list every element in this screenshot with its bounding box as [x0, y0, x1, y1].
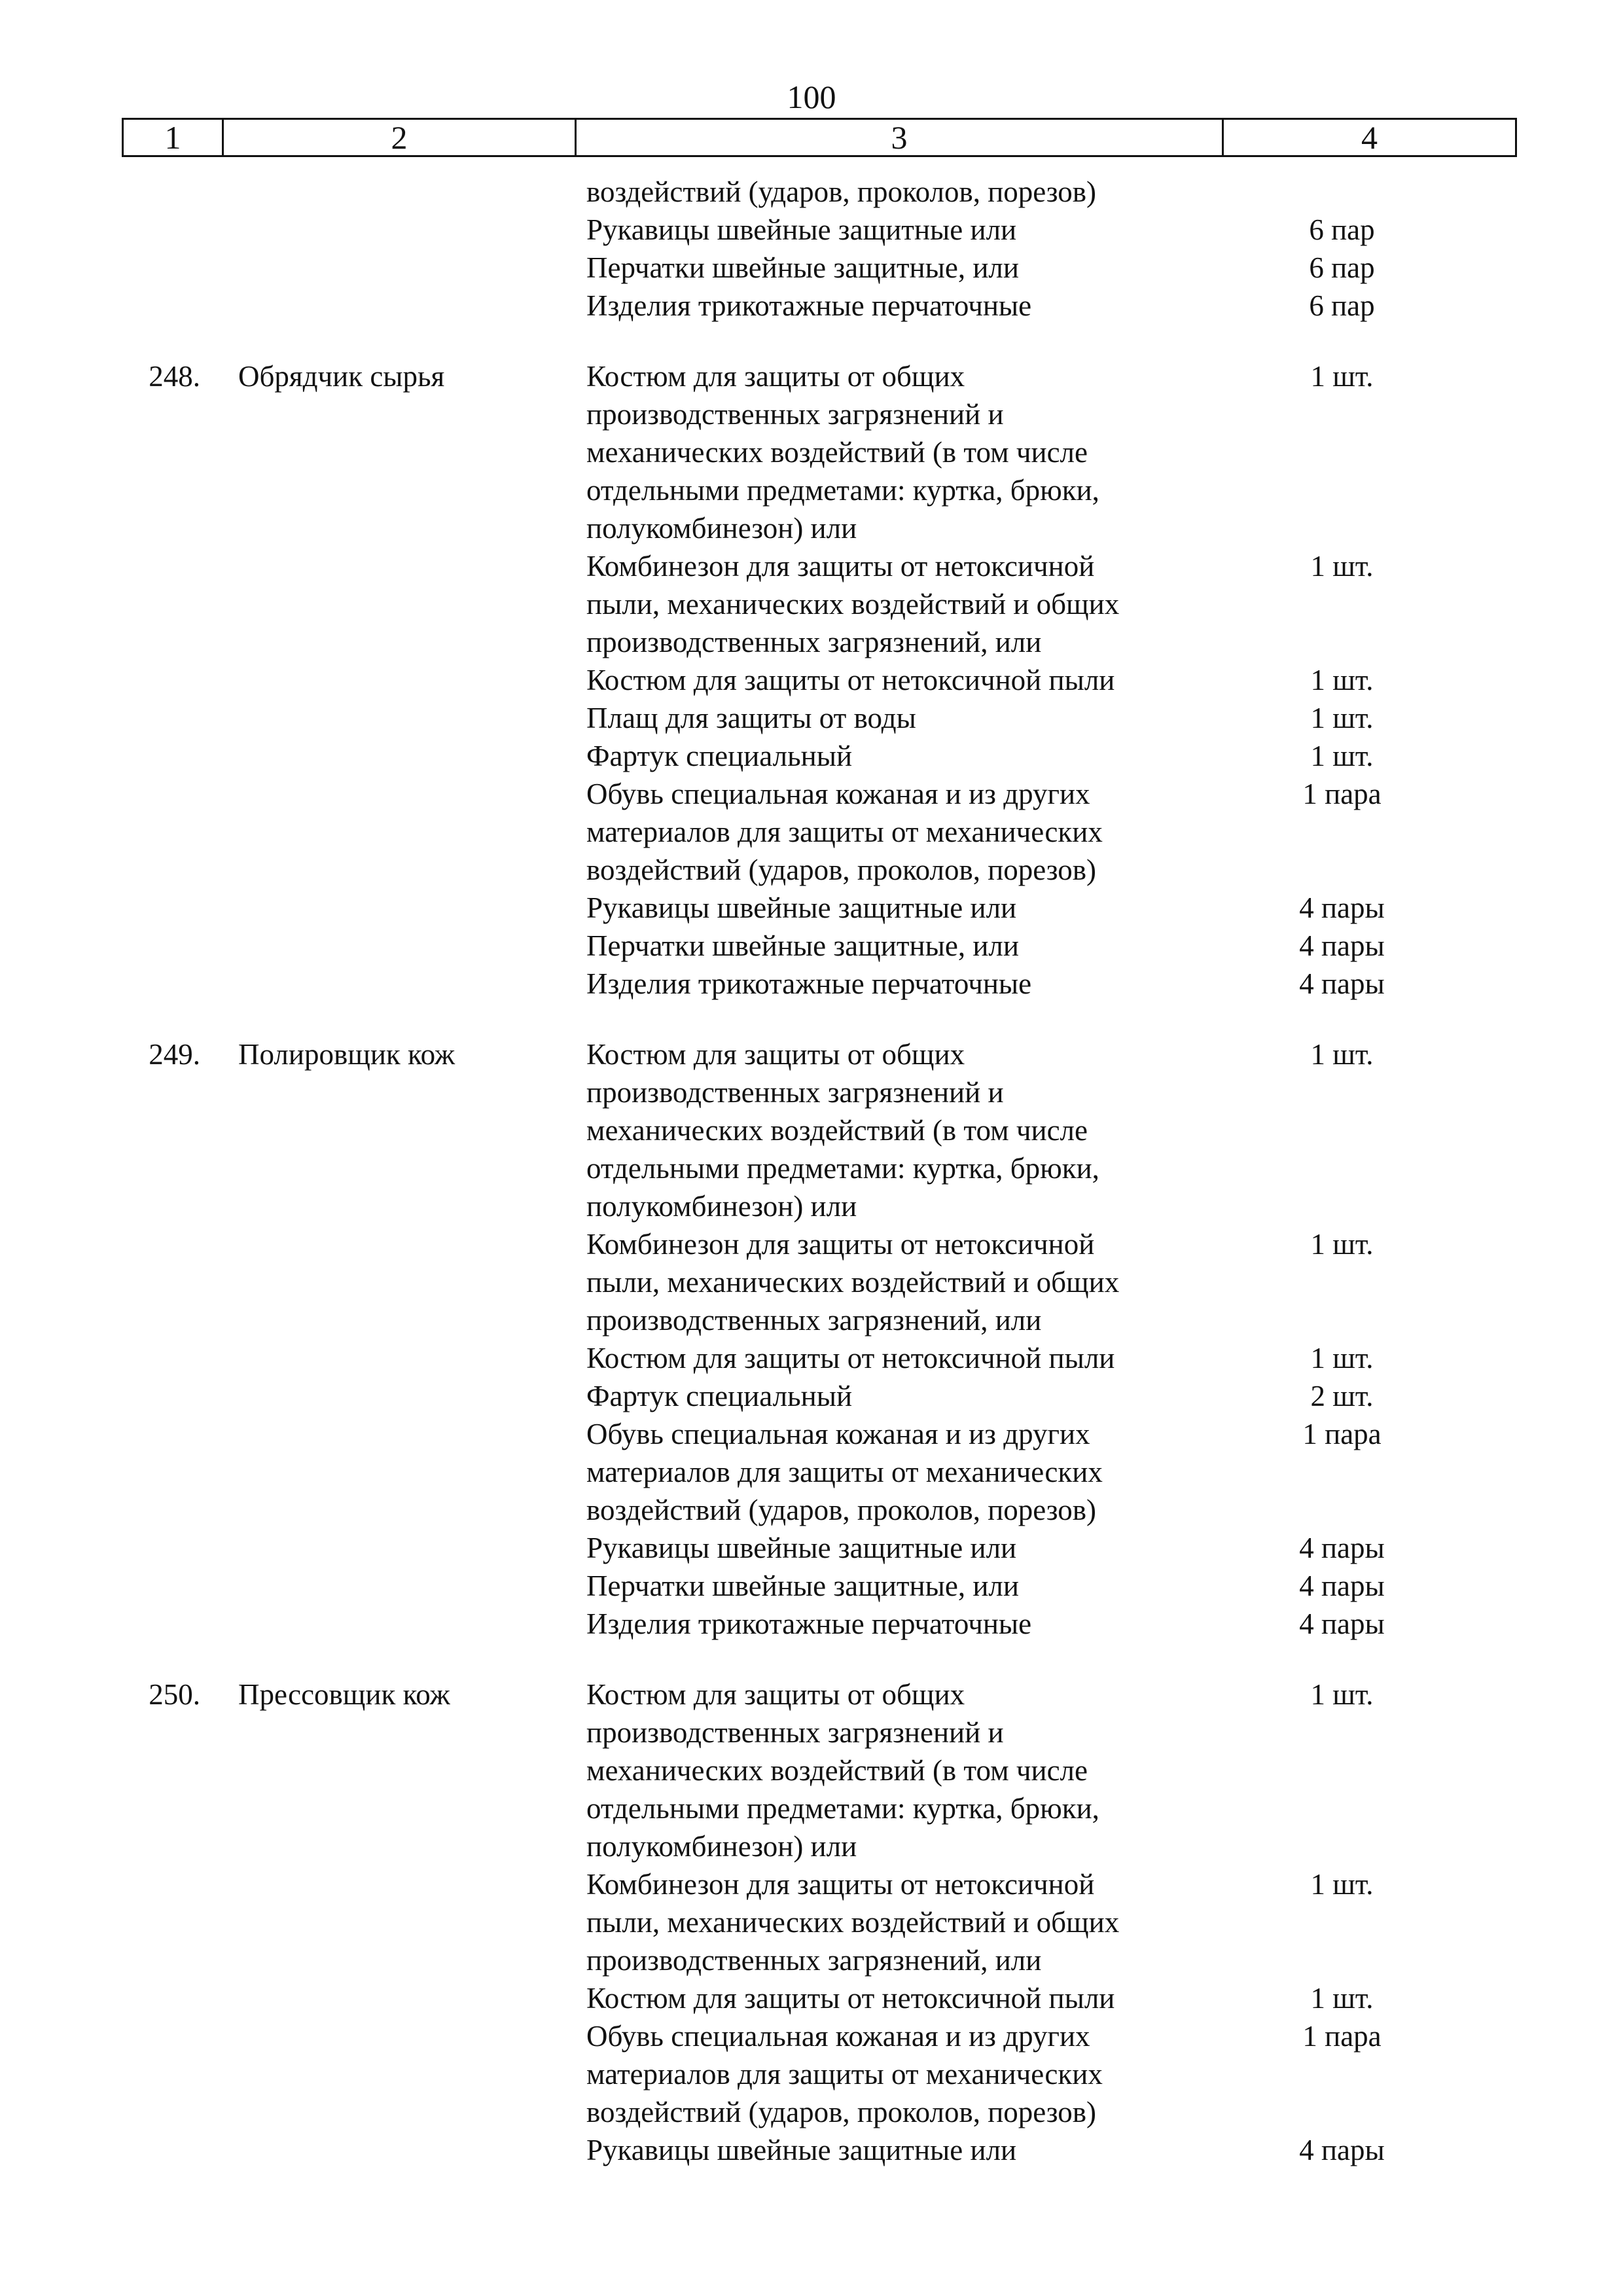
equipment-name: Фартук специальный — [586, 740, 853, 772]
equipment-name: Комбинезон для защиты от нетоксичной — [586, 1228, 1095, 1261]
entry-number — [122, 1751, 220, 1789]
profession-name — [220, 851, 571, 889]
entry-number — [122, 851, 220, 889]
profession-name — [220, 1377, 571, 1415]
table-row — [122, 1676, 1507, 1713]
protective-equipment-table — [122, 173, 1507, 2169]
equipment-name: Костюм для защиты от нетоксичной пыли — [586, 664, 1115, 696]
equipment-name: Рукавицы швейные защитные или — [586, 891, 1017, 924]
table-row — [122, 1111, 1507, 1149]
equipment-quantity — [1216, 1491, 1507, 1529]
table-row — [122, 1377, 1507, 1415]
table-row — [122, 1979, 1507, 2017]
table-row — [122, 889, 1507, 927]
equipment-name: полукомбинезон) или — [586, 512, 857, 545]
equipment-name: материалов для защиты от механических — [586, 2058, 1103, 2090]
equipment-name: материалов для защиты от механических — [586, 1456, 1103, 1488]
table-row — [122, 813, 1507, 851]
entry-number — [122, 813, 220, 851]
profession-name — [220, 287, 571, 325]
profession-name — [220, 1567, 571, 1605]
profession-name — [220, 1111, 571, 1149]
entry-number — [122, 1377, 220, 1415]
equipment-quantity: 6 пар — [1309, 213, 1375, 246]
profession-name — [220, 1149, 571, 1187]
equipment-quantity: 6 пар — [1309, 289, 1375, 322]
equipment-quantity: 1 пара — [1302, 2020, 1382, 2053]
table-row — [122, 1035, 1507, 1073]
equipment-name: отдельными предметами: куртка, брюки, — [586, 1152, 1099, 1185]
table-row — [122, 851, 1507, 889]
table-row — [122, 471, 1507, 509]
equipment-quantity: 2 шт. — [1310, 1380, 1374, 1412]
equipment-name: Перчатки швейные защитные, или — [586, 1570, 1019, 1602]
equipment-name: Обувь специальная кожаная и из других — [586, 2020, 1090, 2053]
profession-name: Полировщик кож — [238, 1038, 455, 1071]
profession-name — [220, 737, 571, 775]
equipment-quantity: 1 шт. — [1310, 1342, 1374, 1374]
equipment-quantity: 1 пара — [1302, 778, 1382, 810]
profession-name — [220, 1415, 571, 1453]
entry-number — [122, 927, 220, 965]
table-row — [122, 965, 1507, 1003]
equipment-name: Перчатки швейные защитные, или — [586, 251, 1019, 284]
entry-number — [122, 287, 220, 325]
table-row — [122, 2131, 1507, 2169]
equipment-quantity: 4 пары — [1299, 1532, 1385, 1564]
equipment-name: материалов для защиты от механических — [586, 816, 1103, 848]
table-row — [122, 775, 1507, 813]
entry-number — [122, 1713, 220, 1751]
profession-name — [220, 1865, 571, 1903]
equipment-name: Костюм для защиты от нетоксичной пыли — [586, 1342, 1115, 1374]
table-body — [122, 173, 1507, 2169]
column-header-2: 2 — [223, 119, 576, 156]
entry-number — [122, 1111, 220, 1149]
continuation-row — [122, 287, 1507, 325]
equipment-name: пыли, механических воздействий и общих — [586, 1266, 1120, 1299]
equipment-name: Комбинезон для защиты от нетоксичной — [586, 550, 1095, 583]
spacer-cell — [571, 1003, 1216, 1035]
equipment-name: производственных загрязнений и — [586, 1716, 1004, 1749]
equipment-quantity: 6 пар — [1309, 251, 1375, 284]
equipment-name: Комбинезон для защиты от нетоксичной — [586, 1868, 1095, 1901]
spacer-cell — [1216, 1003, 1507, 1035]
continuation-row — [122, 211, 1507, 249]
entry-number — [122, 1301, 220, 1339]
equipment-name: Изделия трикотажные перчаточные — [586, 1607, 1032, 1640]
equipment-name: полукомбинезон) или — [586, 1190, 857, 1223]
equipment-name: Рукавицы швейные защитные или — [586, 2134, 1017, 2166]
profession-name — [220, 2093, 571, 2131]
equipment-name: отдельными предметами: куртка, брюки, — [586, 474, 1099, 507]
profession-name — [220, 509, 571, 547]
equipment-name: Плащ для защиты от воды — [586, 702, 916, 734]
profession-name — [220, 395, 571, 433]
profession-name — [220, 1073, 571, 1111]
equipment-quantity: 1 шт. — [1310, 1678, 1374, 1711]
entry-number: 249. — [149, 1038, 200, 1071]
profession-name — [220, 1979, 571, 2017]
equipment-name: Перчатки швейные защитные, или — [586, 929, 1019, 962]
equipment-quantity: 4 пары — [1299, 2134, 1385, 2166]
table-row — [122, 547, 1507, 585]
equipment-quantity: 1 шт. — [1310, 740, 1374, 772]
equipment-name: отдельными предметами: куртка, брюки, — [586, 1792, 1099, 1825]
column-header-4: 4 — [1223, 119, 1516, 156]
profession-name — [220, 1491, 571, 1529]
table-row — [122, 2093, 1507, 2131]
table-row — [122, 1073, 1507, 1111]
equipment-quantity: 1 шт. — [1310, 360, 1374, 393]
equipment-name: механических воздействий (в том числе — [586, 1114, 1088, 1147]
equipment-quantity: 1 шт. — [1310, 1868, 1374, 1901]
equipment-quantity — [1216, 1073, 1507, 1111]
profession-name — [220, 1187, 571, 1225]
equipment-name: Обувь специальная кожаная и из других — [586, 1418, 1090, 1450]
entry-number — [122, 737, 220, 775]
table-row — [122, 1529, 1507, 1567]
equipment-name: производственных загрязнений и — [586, 398, 1004, 431]
table-row — [122, 1415, 1507, 1453]
equipment-name: производственных загрязнений и — [586, 1076, 1004, 1109]
column-header-row — [123, 119, 1516, 156]
spacer-cell — [571, 325, 1216, 357]
table-row — [122, 1187, 1507, 1225]
equipment-name: производственных загрязнений, или — [586, 1304, 1042, 1336]
equipment-quantity — [1216, 395, 1507, 433]
table-row — [122, 737, 1507, 775]
entry-number — [122, 471, 220, 509]
equipment-quantity — [1216, 1789, 1507, 1827]
entry-number — [122, 1263, 220, 1301]
entry-number — [122, 1073, 220, 1111]
profession-name — [220, 1605, 571, 1643]
entry-number — [122, 2055, 220, 2093]
profession-name — [220, 661, 571, 699]
entry-number — [122, 1789, 220, 1827]
entry-number — [122, 1453, 220, 1491]
spacer-cell — [1216, 1643, 1507, 1676]
equipment-name: пыли, механических воздействий и общих — [586, 1906, 1120, 1939]
equipment-quantity — [1216, 623, 1507, 661]
entry-number — [122, 1529, 220, 1567]
profession-name — [220, 1529, 571, 1567]
equipment-quantity — [1216, 851, 1507, 889]
entry-number — [122, 509, 220, 547]
entry-number — [122, 547, 220, 585]
profession-name — [220, 2131, 571, 2169]
profession-name — [220, 547, 571, 585]
entry-number — [122, 1903, 220, 1941]
equipment-name: Рукавицы швейные защитные или — [586, 213, 1017, 246]
entry-number — [122, 1865, 220, 1903]
profession-name — [220, 585, 571, 623]
equipment-quantity — [1216, 1453, 1507, 1491]
table-row — [122, 927, 1507, 965]
equipment-quantity — [1216, 1827, 1507, 1865]
profession-name — [220, 1713, 571, 1751]
entry-number — [122, 585, 220, 623]
equipment-quantity — [1216, 471, 1507, 509]
profession-name — [220, 1301, 571, 1339]
equipment-name: механических воздействий (в том числе — [586, 436, 1088, 469]
spacer-cell — [220, 325, 571, 357]
entry-number — [122, 775, 220, 813]
table-row — [122, 1453, 1507, 1491]
equipment-name: воздействий (ударов, проколов, порезов) — [586, 1494, 1097, 1526]
equipment-quantity — [1216, 813, 1507, 851]
equipment-quantity: 1 шт. — [1310, 1982, 1374, 2015]
spacer-cell — [122, 325, 220, 357]
table-row — [122, 1903, 1507, 1941]
table-row — [122, 509, 1507, 547]
equipment-quantity — [1216, 1263, 1507, 1301]
profession-name — [220, 623, 571, 661]
equipment-quantity: 1 пара — [1302, 1418, 1382, 1450]
equipment-quantity — [1216, 585, 1507, 623]
entry-number — [122, 1149, 220, 1187]
equipment-name: Обувь специальная кожаная и из других — [586, 778, 1090, 810]
entry-number — [122, 395, 220, 433]
equipment-quantity — [1216, 1713, 1507, 1751]
equipment-quantity: 1 шт. — [1310, 702, 1374, 734]
equipment-name: воздействий (ударов, проколов, порезов) — [586, 175, 1097, 208]
spacer-cell — [122, 1643, 220, 1676]
equipment-quantity — [1216, 433, 1507, 471]
equipment-quantity — [1216, 1111, 1507, 1149]
table-row — [122, 1713, 1507, 1751]
entry-number — [122, 1567, 220, 1605]
entry-number: 248. — [149, 360, 200, 393]
equipment-name: Костюм для защиты от общих — [586, 1038, 965, 1071]
spacer-cell — [571, 1643, 1216, 1676]
table-row — [122, 357, 1507, 395]
entry-number — [122, 173, 220, 211]
entry-number — [122, 2131, 220, 2169]
table-row — [122, 395, 1507, 433]
entry-spacer — [122, 1643, 1507, 1676]
profession-name: Прессовщик кож — [238, 1678, 450, 1711]
profession-name — [220, 813, 571, 851]
entry-number — [122, 1491, 220, 1529]
equipment-name: Фартук специальный — [586, 1380, 853, 1412]
profession-name: Обрядчик сырья — [238, 360, 445, 393]
table-row — [122, 1339, 1507, 1377]
continuation-row — [122, 249, 1507, 287]
profession-name — [220, 775, 571, 813]
entry-number — [122, 1339, 220, 1377]
equipment-quantity: 1 шт. — [1310, 1228, 1374, 1261]
equipment-quantity — [1216, 173, 1507, 211]
equipment-quantity: 1 шт. — [1310, 664, 1374, 696]
equipment-quantity: 1 шт. — [1310, 1038, 1374, 1071]
equipment-name: Костюм для защиты от общих — [586, 360, 965, 393]
table-row — [122, 2055, 1507, 2093]
equipment-quantity: 4 пары — [1299, 1607, 1385, 1640]
entry-number — [122, 661, 220, 699]
equipment-quantity — [1216, 1751, 1507, 1789]
table-row — [122, 1301, 1507, 1339]
equipment-quantity — [1216, 2055, 1507, 2093]
table-row — [122, 1865, 1507, 1903]
table-row — [122, 1941, 1507, 1979]
entry-number — [122, 1827, 220, 1865]
equipment-name: воздействий (ударов, проколов, порезов) — [586, 2096, 1097, 2128]
equipment-name: производственных загрязнений, или — [586, 1944, 1042, 1977]
profession-name — [220, 471, 571, 509]
table-row — [122, 1149, 1507, 1187]
profession-name — [220, 927, 571, 965]
entry-number: 250. — [149, 1678, 200, 1711]
column-header-table — [122, 118, 1517, 157]
entry-number — [122, 699, 220, 737]
equipment-name: механических воздействий (в том числе — [586, 1754, 1088, 1787]
profession-name — [220, 1751, 571, 1789]
entry-spacer — [122, 325, 1507, 357]
equipment-quantity — [1216, 1187, 1507, 1225]
equipment-quantity — [1216, 1149, 1507, 1187]
profession-name — [220, 211, 571, 249]
equipment-quantity: 1 шт. — [1310, 550, 1374, 583]
column-header-3: 3 — [576, 119, 1223, 156]
table-row — [122, 1789, 1507, 1827]
equipment-name: воздействий (ударов, проколов, порезов) — [586, 853, 1097, 886]
profession-name — [220, 1941, 571, 1979]
profession-name — [220, 433, 571, 471]
equipment-name: Рукавицы швейные защитные или — [586, 1532, 1017, 1564]
continuation-row — [122, 173, 1507, 211]
entry-number — [122, 965, 220, 1003]
spacer-cell — [220, 1003, 571, 1035]
profession-name — [220, 173, 571, 211]
entry-number — [122, 1941, 220, 1979]
profession-name — [220, 1789, 571, 1827]
profession-name — [220, 249, 571, 287]
equipment-name: Изделия трикотажные перчаточные — [586, 967, 1032, 1000]
entry-number — [122, 433, 220, 471]
entry-number — [122, 1415, 220, 1453]
table-row — [122, 2017, 1507, 2055]
profession-name — [220, 965, 571, 1003]
profession-name — [220, 1339, 571, 1377]
entry-number — [122, 249, 220, 287]
entry-number — [122, 1187, 220, 1225]
table-row — [122, 1225, 1507, 1263]
equipment-quantity — [1216, 509, 1507, 547]
table-row — [122, 1263, 1507, 1301]
table-row — [122, 1491, 1507, 1529]
table-row — [122, 661, 1507, 699]
profession-name — [220, 1903, 571, 1941]
profession-name — [220, 1827, 571, 1865]
equipment-name: Изделия трикотажные перчаточные — [586, 289, 1032, 322]
equipment-quantity: 4 пары — [1299, 1570, 1385, 1602]
equipment-quantity — [1216, 1301, 1507, 1339]
profession-name — [220, 2055, 571, 2093]
equipment-name: пыли, механических воздействий и общих — [586, 588, 1120, 620]
equipment-name: полукомбинезон) или — [586, 1830, 857, 1863]
column-header-1: 1 — [123, 119, 223, 156]
entry-number — [122, 1979, 220, 2017]
equipment-quantity — [1216, 2093, 1507, 2131]
equipment-quantity — [1216, 1903, 1507, 1941]
spacer-cell — [122, 1003, 220, 1035]
entry-number — [122, 211, 220, 249]
entry-spacer — [122, 1003, 1507, 1035]
entry-number — [122, 2093, 220, 2131]
table-row — [122, 1827, 1507, 1865]
profession-name — [220, 1225, 571, 1263]
equipment-name: Костюм для защиты от нетоксичной пыли — [586, 1982, 1115, 2015]
profession-name — [220, 2017, 571, 2055]
entry-number — [122, 1225, 220, 1263]
table-row — [122, 1751, 1507, 1789]
page-number: 100 — [787, 79, 836, 115]
table-row — [122, 1567, 1507, 1605]
entry-number — [122, 2017, 220, 2055]
entry-number — [122, 1605, 220, 1643]
spacer-cell — [1216, 325, 1507, 357]
profession-name — [220, 1453, 571, 1491]
equipment-quantity: 4 пары — [1299, 891, 1385, 924]
profession-name — [220, 699, 571, 737]
equipment-name: производственных загрязнений, или — [586, 626, 1042, 658]
spacer-cell — [220, 1643, 571, 1676]
profession-name — [220, 1263, 571, 1301]
entry-number — [122, 889, 220, 927]
table-row — [122, 699, 1507, 737]
profession-name — [220, 889, 571, 927]
equipment-quantity: 4 пары — [1299, 929, 1385, 962]
table-row — [122, 623, 1507, 661]
table-row — [122, 1605, 1507, 1643]
equipment-quantity: 4 пары — [1299, 967, 1385, 1000]
equipment-name: Костюм для защиты от общих — [586, 1678, 965, 1711]
table-row — [122, 585, 1507, 623]
entry-number — [122, 623, 220, 661]
table-row — [122, 433, 1507, 471]
equipment-quantity — [1216, 1941, 1507, 1979]
